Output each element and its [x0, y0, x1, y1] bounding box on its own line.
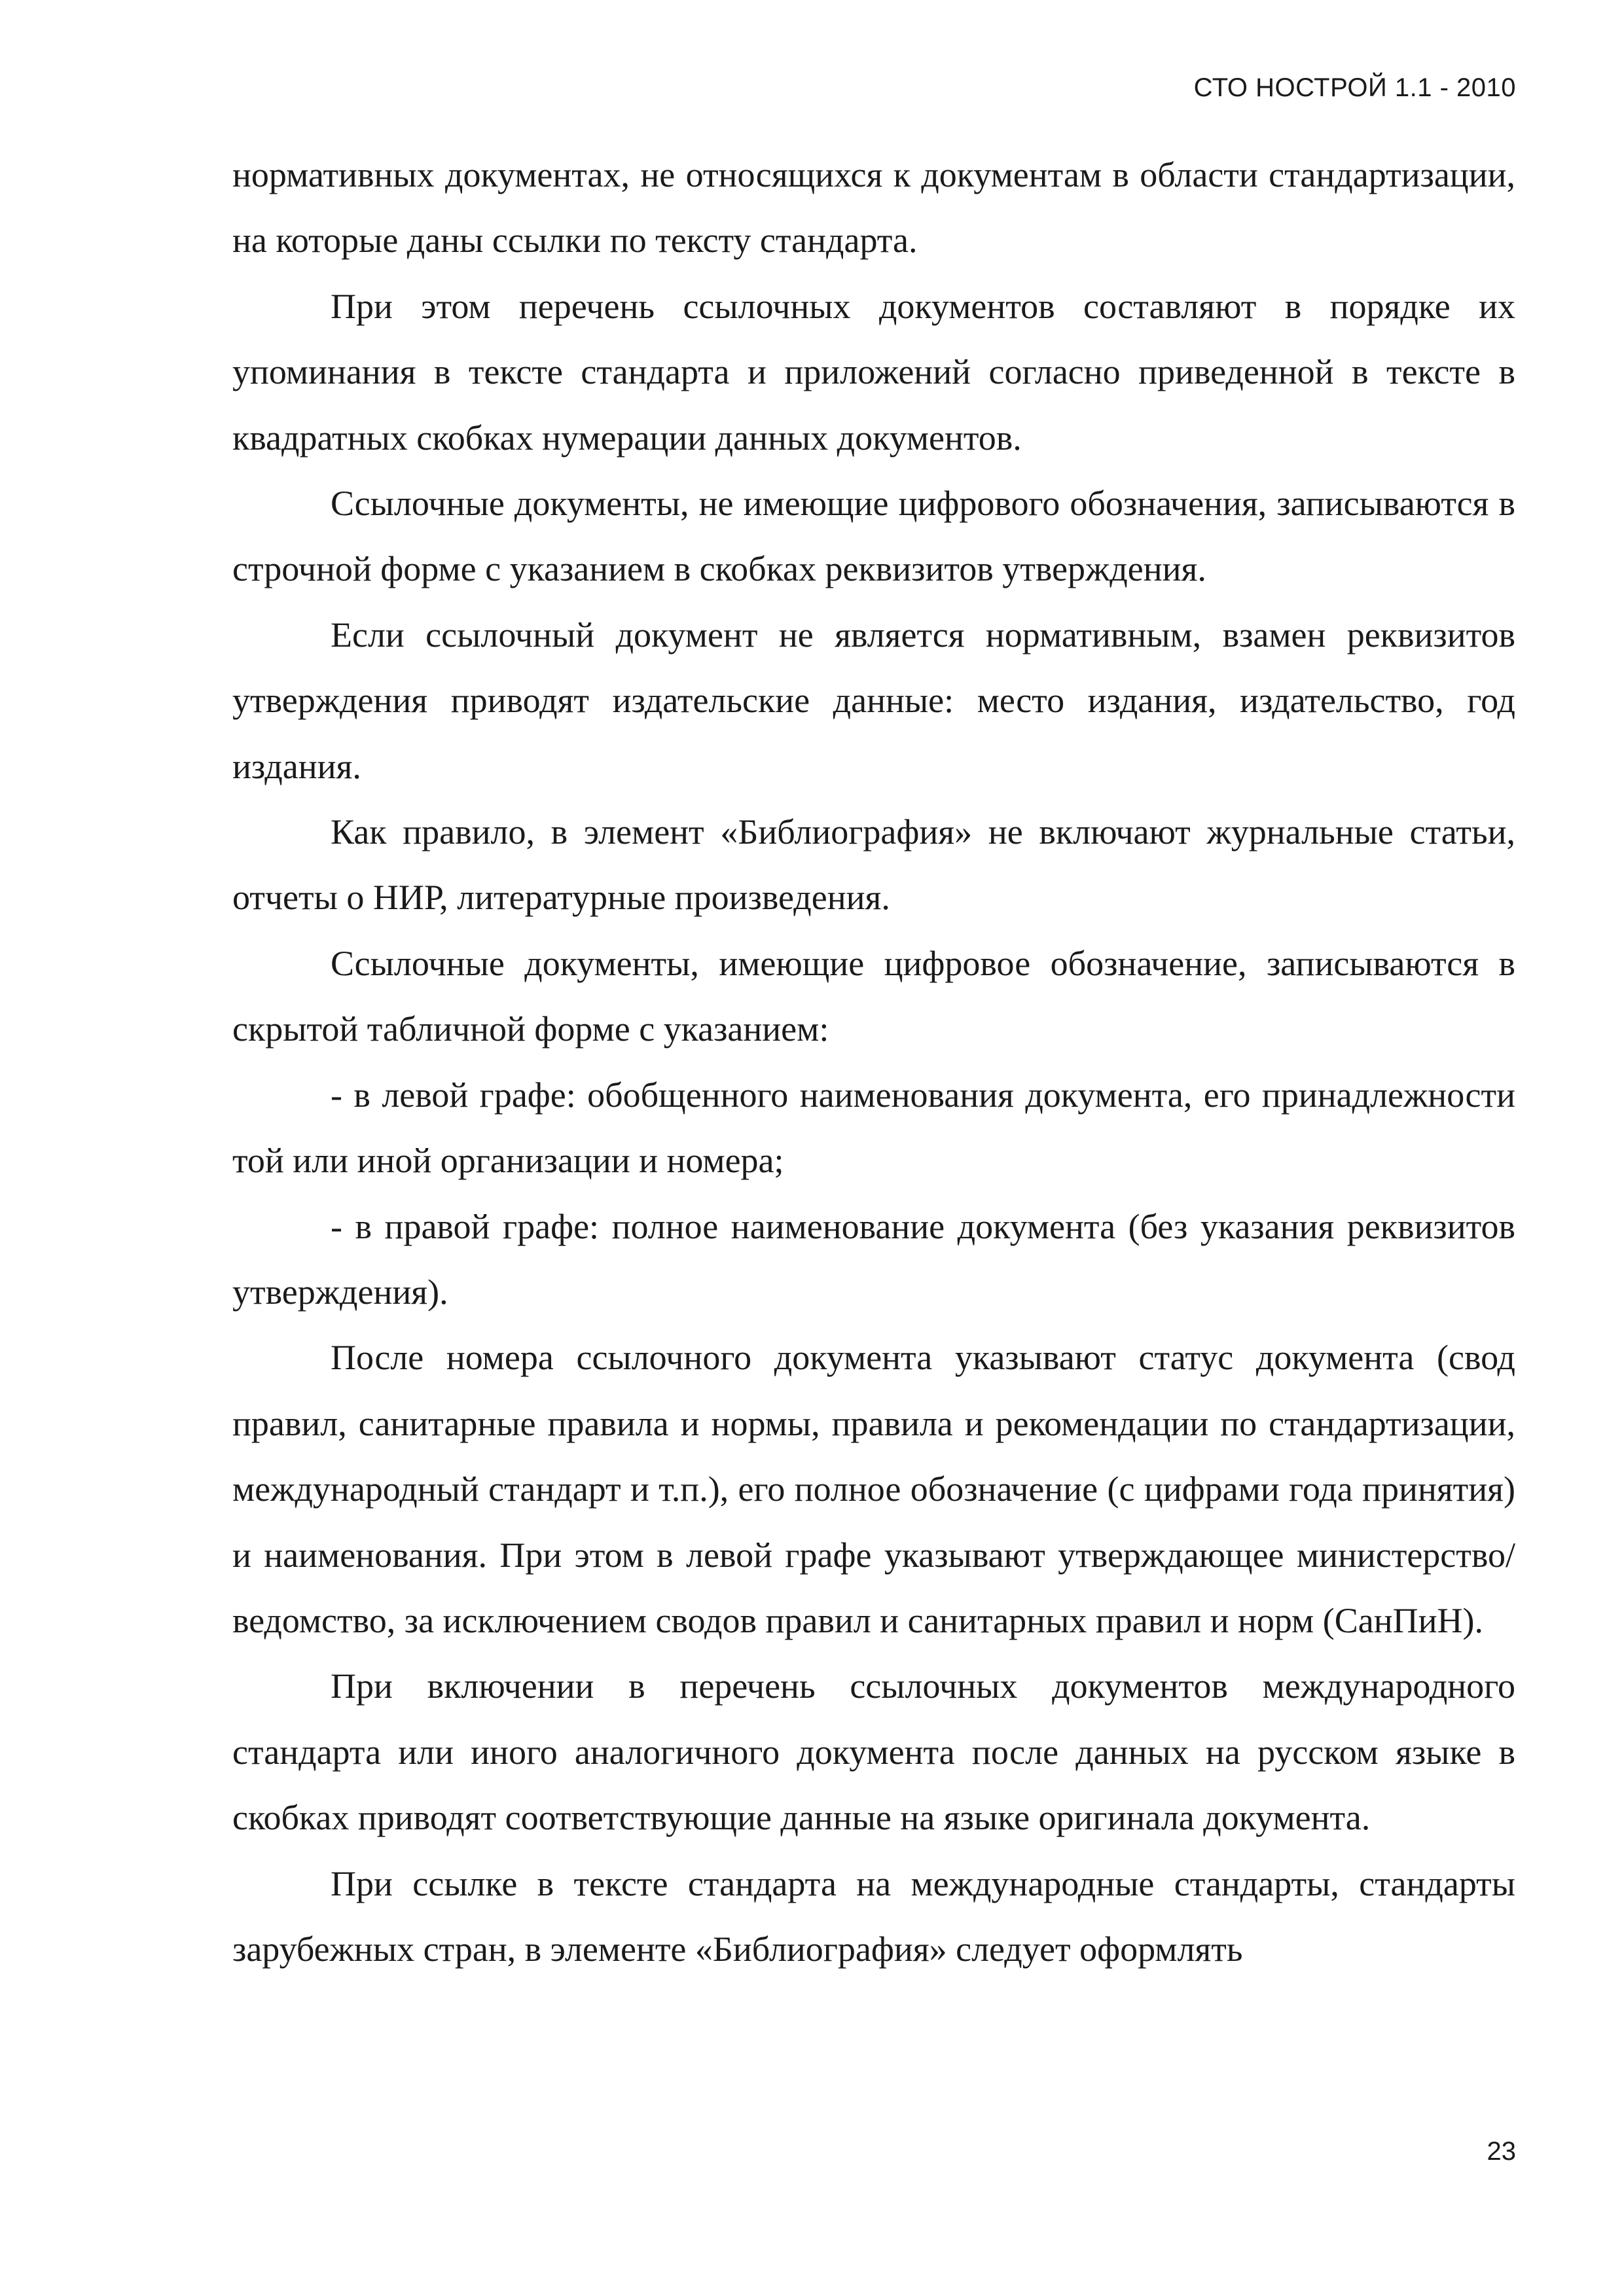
paragraph-2: При этом перечень ссылочных документов составляют в порядке их упоминания в тексте стандарта и приложений согласно приведенной в тексте в квадратных скобках нумерации данных документов. — [232, 286, 1515, 457]
paragraph-3: Ссылочные документы, не имеющие цифрового обозначения, записываются в строчной форме с указанием в скобках реквизитов утверждения. — [232, 484, 1515, 589]
paragraph-5: Как правило, в элемент «Библиография» не включают журнальные статьи, отчеты о НИР, литературные произведения. — [232, 812, 1515, 918]
list-item-left-column: - в левой графе: обобщенного наименования документа, его принадлежности той или иной организации и номера; — [232, 1075, 1515, 1181]
paragraph-1: нормативных документах, не относящихся к документам в области стандартизации, на которые даны ссылки по тексту стандарта. — [232, 155, 1515, 260]
paragraph-10: При включении в перечень ссылочных документов международного стандарта или иного аналогичного документа после данных на русском языке в скобках приводят соответствующие данные на языке оригинала документа. — [232, 1666, 1515, 1838]
page-number: 23 — [1487, 2137, 1516, 2166]
paragraph-6: Ссылочные документы, имеющие цифровое обозначение, записываются в скрытой табличной форме с указанием: — [232, 943, 1515, 1049]
document-code-header: СТО НОСТРОЙ 1.1 - 2010 — [1193, 73, 1516, 102]
list-item-right-column: - в правой графе: полное наименование документа (без указания реквизитов утверждения). — [232, 1206, 1515, 1312]
paragraph-9: После номера ссылочного документа указывают статус документа (свод правил, санитарные правила и нормы, правила и рекомендации по стандартизации, международный стандарт и т.п.), его полное обозначение (с цифрами года принятия) и наименования. При этом в левой графе указывают утверждающее министерство/ведомство, за исключением сводов правил и санитарных правил и норм (СанПиН). — [232, 1338, 1515, 1640]
body-text — [232, 142, 1515, 1982]
paragraph-4: Если ссылочный документ не является нормативным, взамен реквизитов утверждения приводят издательские данные: место издания, издательство, год издания. — [232, 615, 1515, 786]
paragraph-11: При ссылке в тексте стандарта на международные стандарты, стандарты зарубежных стран, в элементе «Библиография» следует оформлять — [232, 1863, 1515, 1969]
